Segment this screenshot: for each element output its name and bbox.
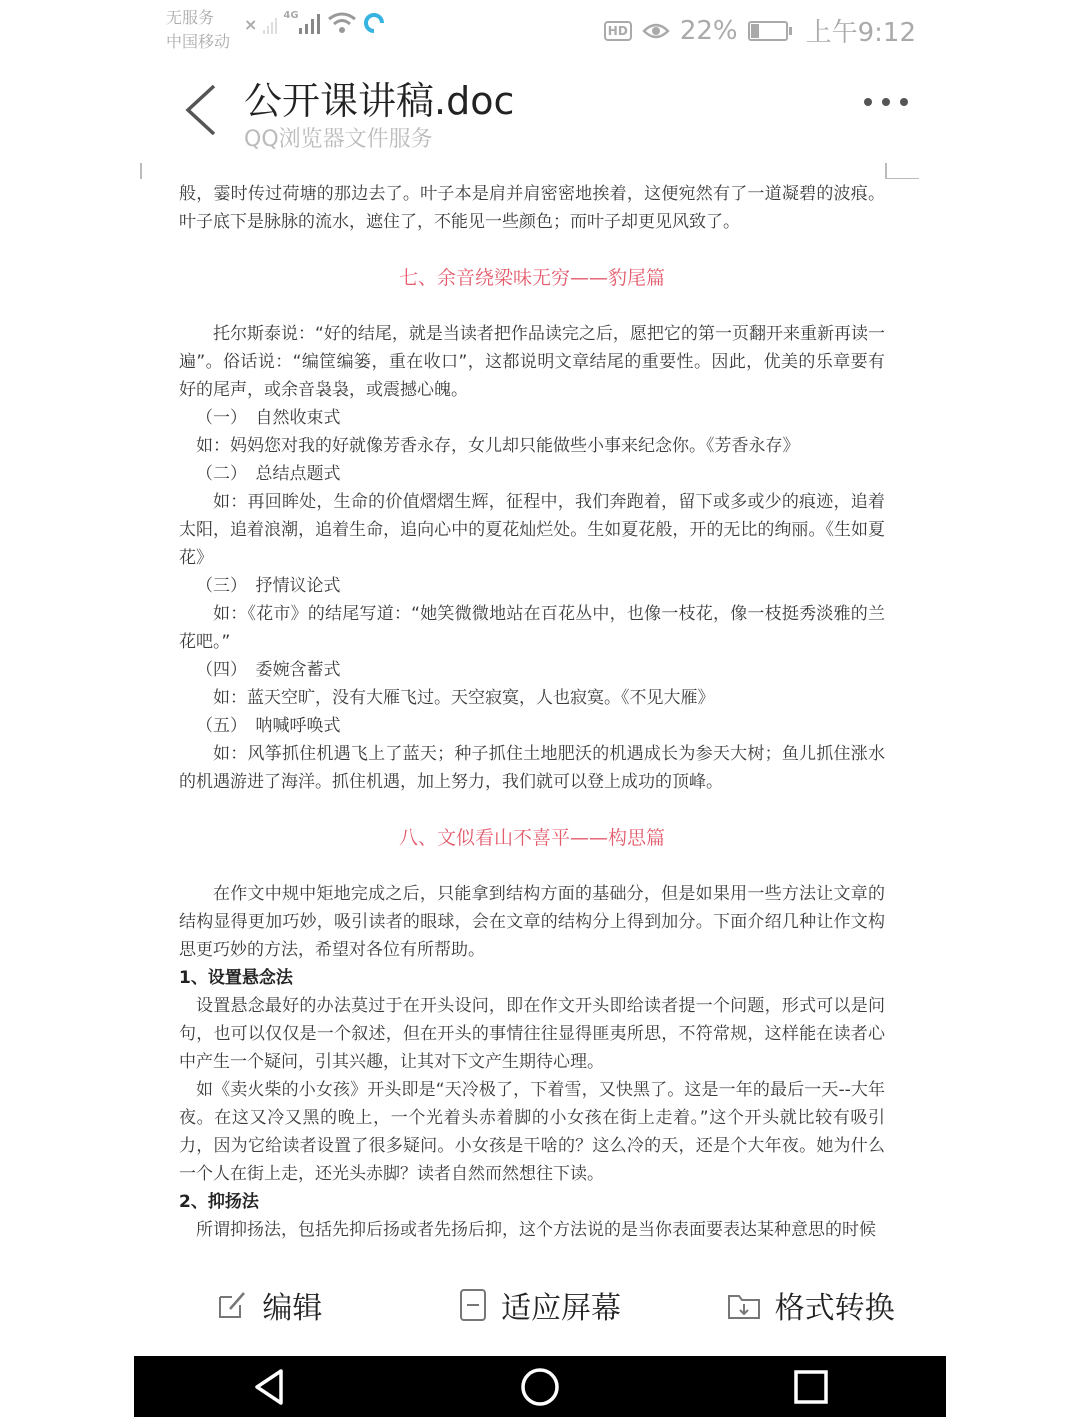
back-button[interactable] (182, 82, 222, 138)
chevron-left-icon (182, 82, 222, 138)
subheading: 2、抑扬法 (179, 1192, 259, 1212)
section-heading: 七、余音绕梁味无穷——豹尾篇 (398, 267, 665, 289)
fit-screen-label: 适应屏幕 (501, 1291, 621, 1326)
nav-back-button[interactable] (239, 1362, 299, 1412)
paragraph: 如：妈妈您对我的好就像芳香永存，女儿却只能做些小事来纪念你。《芳香永存》 (196, 436, 800, 456)
more-options-button[interactable] (864, 98, 908, 106)
subheading: （二） 总结点题式 (196, 464, 341, 484)
status-right (604, 12, 916, 49)
circle-home-icon (518, 1365, 562, 1409)
paragraph: 所谓抑扬法，包括先抑后扬或者先扬后抑，这个方法说的是当你表面要表达某种意思的时候 (196, 1220, 876, 1240)
fit-screen-button[interactable] (405, 1262, 676, 1348)
cell-signal-icon (299, 12, 321, 34)
page-corner-mark-left (140, 163, 142, 179)
nav-home-button[interactable] (510, 1362, 570, 1412)
format-convert-label: 格式转换 (774, 1291, 895, 1326)
eye-comfort-icon (642, 21, 670, 41)
triangle-back-icon (249, 1365, 289, 1409)
page-subtitle: QQ浏览器文件服务 (244, 127, 433, 152)
folder-download-icon (727, 1290, 761, 1320)
battery-icon (748, 21, 788, 41)
paragraph: 在作文中规中矩地完成之后，只能拿到结构方面的基础分，但是如果用一些方法让文章的结构显得更加巧妙，吸引读者的眼球，会在文章的结构分上得到加分。下面介绍几种让作文构思更巧妙的方法，希望对各位有所帮助。 (179, 884, 885, 960)
page-title: 公开课讲稿.doc (244, 79, 515, 123)
paragraph: 如：再回眸处，生命的价值熠熠生辉，征程中，我们奔跑着，留下或多或少的痕迹，追着太阳，追着浪潮，追着生命，追向心中的夏花灿烂处。生如夏花般，开的无比的绚丽。《生如夏花》 (179, 492, 885, 568)
edit-icon (216, 1289, 248, 1321)
empty-signal-icon (263, 16, 277, 34)
more-dot-icon (882, 98, 890, 106)
paragraph: 如：蓝天空旷，没有大雁飞过。天空寂寞，人也寂寞。《不见大雁》 (213, 688, 715, 708)
fit-screen-icon (459, 1288, 487, 1322)
page-corner-mark-right-h (885, 178, 919, 179)
edit-button[interactable] (134, 1262, 405, 1348)
app-header (134, 60, 946, 160)
clock: 上午9:12 (805, 18, 916, 48)
edit-label: 编辑 (262, 1291, 323, 1326)
carrier-line-2: 中国移动 (166, 32, 231, 51)
signal-icons (244, 10, 385, 34)
paragraph: 设置悬念最好的办法莫过于在开头设问，即在作文开头即给读者提一个问题，形式可以是问句，也可以仅仅是一个叙述，但在开头的事情往往显得匪夷所思，不符常规，这样能在读者心中产生一个疑问，引其兴趣，让其对下文产生期待心理。 (179, 996, 885, 1072)
more-dot-icon (900, 98, 908, 106)
bottom-toolbar (134, 1262, 946, 1348)
network-type-label: 4G (283, 10, 299, 21)
hd-badge: HD (604, 21, 632, 41)
battery-percent: 22% (679, 15, 738, 46)
paragraph: 托尔斯泰说：“好的结尾，就是当读者把作品读完之后，愿把它的第一页翻开来重新再读一遍”。俗话说：“编筐编篓，重在收口”，这都说明文章结尾的重要性。因此，优美的乐章要有好的尾声，或余音袅袅，或震撼心魄。 (179, 324, 885, 400)
subheading: （三） 抒情议论式 (196, 576, 341, 596)
subheading: （五） 呐喊呼唤式 (196, 716, 341, 736)
subheading: （四） 委婉含蓄式 (196, 660, 341, 680)
app-notification-icon (363, 12, 385, 34)
subheading: 1、设置悬念法 (179, 968, 293, 988)
square-recents-icon (791, 1367, 831, 1407)
paragraph: 如：《花市》的结尾写道：“她笑微微地站在百花丛中，也像一枝花，像一枝挺秀淡雅的兰花吧。” (179, 604, 885, 652)
carrier-line-1: 无服务 (166, 8, 215, 27)
format-convert-button[interactable] (675, 1262, 946, 1348)
carrier-info (166, 6, 230, 54)
system-nav-bar (134, 1356, 946, 1417)
no-sim-signal-icon: × (244, 15, 258, 34)
status-bar (166, 0, 916, 60)
section-heading: 八、文似看山不喜平——构思篇 (398, 827, 665, 849)
page-corner-mark-right (885, 163, 887, 179)
nav-recents-button[interactable] (781, 1362, 841, 1412)
paragraph: 如：风筝抓住机遇飞上了蓝天；种子抓住土地肥沃的机遇成长为参天大树；鱼儿抓住涨水的机遇游进了海洋。抓住机遇，加上努力，我们就可以登上成功的顶峰。 (179, 744, 885, 792)
paragraph: 如《卖火柴的小女孩》开头即是“天冷极了，下着雪，又快黑了。这是一年的最后一天--大年夜。在这又冷又黑的晚上，一个光着头赤着脚的小女孩在街上走着。”这个开头就比较有吸引力，因为它给读者设置了很多疑问。小女孩是干啥的？这么冷的天，还是个大年夜。她为什么一个人在街上走，还光头赤脚？读者自然而然想往下读。 (179, 1080, 885, 1184)
paragraph: 般，霎时传过荷塘的那边去了。叶子本是肩并肩密密地挨着，这便宛然有了一道凝碧的波痕。叶子底下是脉脉的流水，遮住了，不能见一些颜色；而叶子却更见风致了。 (179, 184, 885, 232)
document-viewer[interactable] (179, 180, 885, 1248)
subheading: （一） 自然收束式 (196, 408, 341, 428)
wifi-icon (327, 10, 357, 34)
more-dot-icon (864, 98, 872, 106)
